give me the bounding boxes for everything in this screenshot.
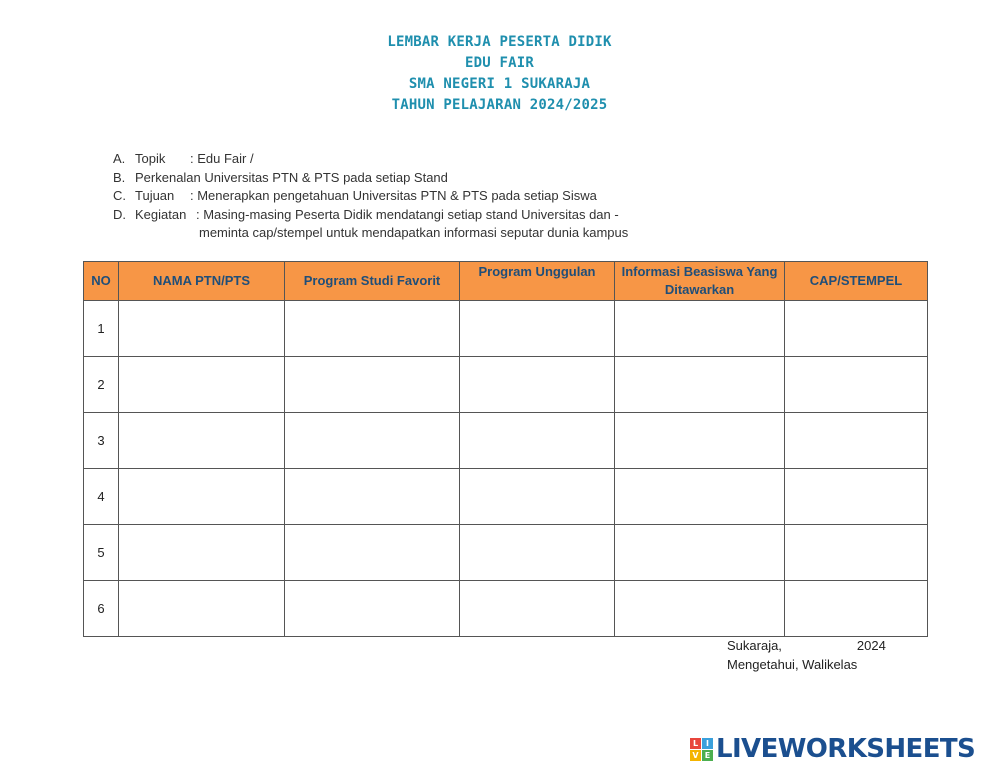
info-value: : Menerapkan pengetahuan Universitas PTN & PTS pada setiap Siswa bbox=[190, 188, 597, 204]
column-header-cap-stempel: CAP/STEMPEL bbox=[785, 262, 928, 301]
informasi-beasiswa-cell[interactable] bbox=[615, 525, 785, 581]
nama-ptn-pts-cell[interactable] bbox=[119, 413, 285, 469]
cap-stempel-cell[interactable] bbox=[785, 357, 928, 413]
cap-stempel-cell[interactable] bbox=[785, 469, 928, 525]
cap-stempel-cell[interactable] bbox=[785, 581, 928, 637]
program-studi-favorit-cell[interactable] bbox=[285, 413, 460, 469]
logo-mark-letter: I bbox=[702, 738, 713, 749]
program-studi-favorit-cell[interactable] bbox=[285, 525, 460, 581]
info-key: Tujuan bbox=[135, 188, 175, 204]
liveworksheets-logo-text: LIVEWORKSHEETS bbox=[716, 734, 976, 764]
info-item-topik bbox=[113, 150, 733, 169]
cap-stempel-cell[interactable] bbox=[785, 301, 928, 357]
column-header-program-studi-favorit: Program Studi Favorit bbox=[285, 262, 460, 301]
informasi-beasiswa-cell[interactable] bbox=[615, 581, 785, 637]
informasi-beasiswa-cell[interactable] bbox=[615, 469, 785, 525]
table-row bbox=[84, 301, 928, 357]
info-value: : Edu Fair / bbox=[190, 151, 254, 166]
cap-stempel-cell[interactable] bbox=[785, 413, 928, 469]
row-number: 1 bbox=[84, 301, 119, 357]
column-header-no: NO bbox=[84, 262, 119, 301]
liveworksheets-logo-icon bbox=[690, 738, 713, 761]
info-letter: A. bbox=[113, 151, 126, 166]
row-number: 5 bbox=[84, 525, 119, 581]
program-unggulan-cell[interactable] bbox=[460, 469, 615, 525]
signature-year: 2024 bbox=[856, 638, 886, 653]
info-item-kegiatan-continued bbox=[113, 224, 733, 243]
nama-ptn-pts-cell[interactable] bbox=[119, 581, 285, 637]
program-studi-favorit-cell[interactable] bbox=[285, 357, 460, 413]
info-value-continued: meminta cap/stempel untuk mendapatkan informasi seputar dunia kampus bbox=[199, 225, 629, 241]
logo-mark-letter: E bbox=[702, 750, 713, 761]
program-unggulan-cell[interactable] bbox=[460, 413, 615, 469]
info-letter: B. bbox=[113, 169, 126, 185]
title-line-2: EDU FAIR bbox=[464, 55, 535, 71]
table-row bbox=[84, 525, 928, 581]
info-letter: C. bbox=[113, 188, 126, 204]
info-value: Perkenalan Universitas PTN & PTS pada setiap Stand bbox=[135, 169, 448, 185]
signature-place-date bbox=[727, 636, 886, 655]
signature-place: Sukaraja, bbox=[727, 638, 782, 653]
program-studi-favorit-cell[interactable] bbox=[285, 469, 460, 525]
info-key: Topik bbox=[135, 151, 166, 166]
liveworksheets-logo bbox=[690, 731, 975, 767]
logo-mark-letter: L bbox=[690, 738, 701, 749]
signature-approval: Mengetahui, Walikelas bbox=[727, 657, 858, 672]
info-key: Kegiatan bbox=[135, 206, 187, 222]
info-list bbox=[113, 150, 733, 243]
program-studi-favorit-cell[interactable] bbox=[285, 581, 460, 637]
title-line-1: LEMBAR KERJA PESERTA DIDIK bbox=[387, 34, 612, 50]
info-item-tujuan bbox=[113, 187, 733, 206]
row-number: 6 bbox=[84, 581, 119, 637]
table-header-row bbox=[84, 262, 928, 301]
informasi-beasiswa-cell[interactable] bbox=[615, 301, 785, 357]
table-row bbox=[84, 469, 928, 525]
table-row bbox=[84, 357, 928, 413]
logo-mark-letter: V bbox=[690, 750, 701, 761]
row-number: 4 bbox=[84, 469, 119, 525]
table-row bbox=[84, 581, 928, 637]
edu-fair-table bbox=[83, 261, 928, 637]
column-header-nama-ptn-pts: NAMA PTN/PTS bbox=[119, 262, 285, 301]
worksheet-title bbox=[0, 32, 999, 116]
program-studi-favorit-cell[interactable] bbox=[285, 301, 460, 357]
info-value: : Masing-masing Peserta Didik mendatangi setiap stand Universitas dan - bbox=[196, 206, 619, 222]
title-line-3: SMA NEGERI 1 SUKARAJA bbox=[408, 76, 591, 92]
column-header-program-unggulan: Program Unggulan bbox=[460, 262, 615, 301]
program-unggulan-cell[interactable] bbox=[460, 525, 615, 581]
program-unggulan-cell[interactable] bbox=[460, 357, 615, 413]
signature-block bbox=[727, 636, 886, 674]
cap-stempel-cell[interactable] bbox=[785, 525, 928, 581]
row-number: 2 bbox=[84, 357, 119, 413]
table-row bbox=[84, 413, 928, 469]
informasi-beasiswa-cell[interactable] bbox=[615, 357, 785, 413]
column-header-informasi-beasiswa: Informasi Beasiswa Yang Ditawarkan bbox=[615, 262, 785, 301]
info-item-kegiatan bbox=[113, 206, 733, 225]
row-number: 3 bbox=[84, 413, 119, 469]
program-unggulan-cell[interactable] bbox=[460, 301, 615, 357]
nama-ptn-pts-cell[interactable] bbox=[119, 525, 285, 581]
info-letter: D. bbox=[113, 206, 126, 222]
nama-ptn-pts-cell[interactable] bbox=[119, 357, 285, 413]
nama-ptn-pts-cell[interactable] bbox=[119, 301, 285, 357]
title-line-4: TAHUN PELAJARAN 2024/2025 bbox=[391, 97, 608, 113]
info-item-perkenalan bbox=[113, 169, 733, 188]
program-unggulan-cell[interactable] bbox=[460, 581, 615, 637]
informasi-beasiswa-cell[interactable] bbox=[615, 413, 785, 469]
nama-ptn-pts-cell[interactable] bbox=[119, 469, 285, 525]
